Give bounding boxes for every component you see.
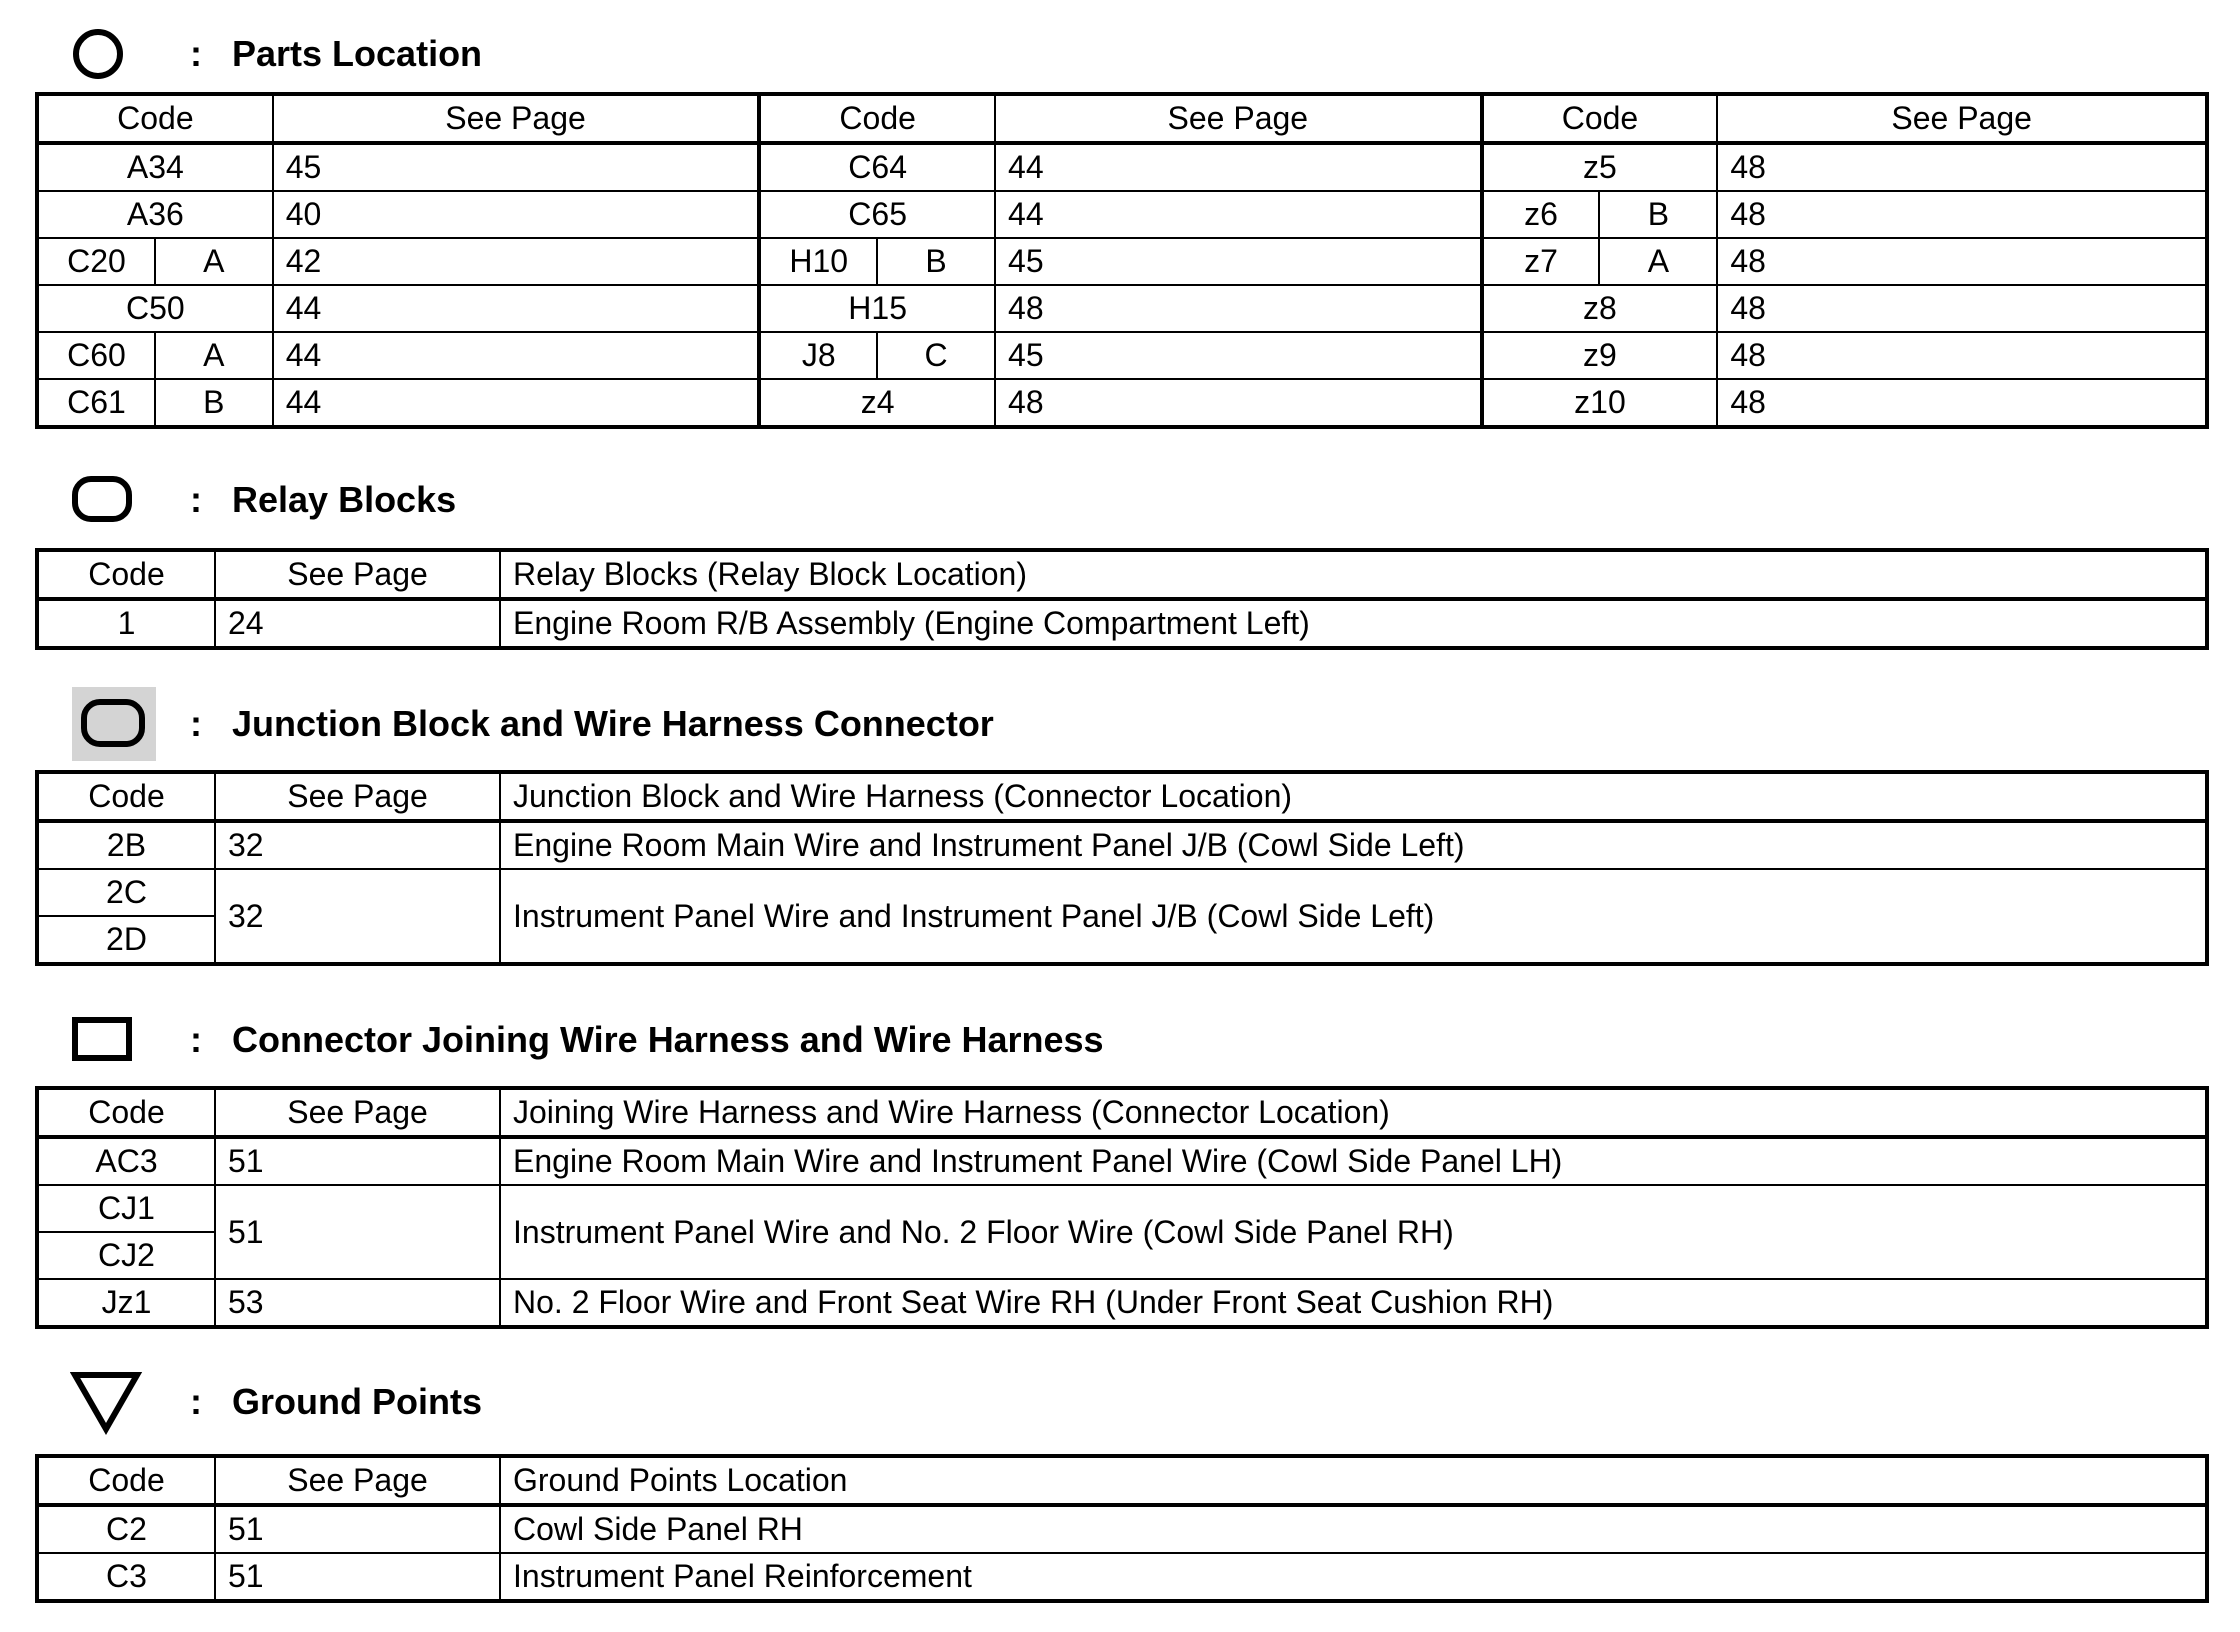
- code-cell: C64: [759, 143, 995, 191]
- header-see-page: See Page: [1717, 94, 2207, 143]
- table-header-row: [37, 94, 2207, 143]
- header-code: Code: [1482, 94, 1718, 143]
- code-cell: C2: [37, 1505, 215, 1553]
- connector-joining-heading: [60, 1000, 1360, 1080]
- header-description: Ground Points Location: [500, 1456, 2207, 1505]
- table-row: [37, 1137, 2207, 1185]
- code-cell: H10: [759, 238, 877, 285]
- page-cell: 44: [273, 379, 760, 427]
- header-see-page: See Page: [215, 1456, 500, 1505]
- code-cell: 2B: [37, 821, 215, 869]
- description-cell: Instrument Panel Reinforcement: [500, 1553, 2207, 1601]
- table-row: [37, 1185, 2207, 1232]
- table-row: [37, 379, 2207, 427]
- code-cell: 2C: [37, 869, 215, 916]
- colon: :: [190, 703, 202, 744]
- description-cell: Engine Room R/B Assembly (Engine Compartment Left): [500, 599, 2207, 648]
- table-row: [37, 143, 2207, 191]
- code-cell: z4: [759, 379, 995, 427]
- ground-points-heading: [60, 1362, 760, 1442]
- page-cell: 51: [215, 1185, 500, 1279]
- sub-code-cell: B: [1599, 191, 1717, 238]
- code-cell: C50: [37, 285, 273, 332]
- table-row: [37, 285, 2207, 332]
- code-cell: C60: [37, 332, 155, 379]
- code-cell: AC3: [37, 1137, 215, 1185]
- sub-code-cell: A: [155, 238, 273, 285]
- colon: :: [190, 479, 202, 520]
- description-cell: No. 2 Floor Wire and Front Seat Wire RH (Under Front Seat Cushion RH): [500, 1279, 2207, 1327]
- junction-block-heading: [60, 684, 1260, 764]
- page-cell: 44: [995, 143, 1482, 191]
- page-cell: 51: [215, 1137, 500, 1185]
- page-cell: 40: [273, 191, 760, 238]
- section-title: Relay Blocks: [232, 479, 457, 520]
- section-title: Parts Location: [232, 33, 483, 74]
- page-cell: 48: [1717, 332, 2207, 379]
- header-see-page: See Page: [995, 94, 1482, 143]
- table-row: [37, 1279, 2207, 1327]
- colon: :: [190, 1019, 202, 1060]
- page-cell: 48: [1717, 143, 2207, 191]
- relay-blocks-heading: [60, 460, 760, 540]
- sub-code-cell: C: [877, 332, 995, 379]
- header-see-page: See Page: [215, 550, 500, 599]
- page-cell: 51: [215, 1553, 500, 1601]
- table-header-row: [37, 1456, 2207, 1505]
- code-cell: C65: [759, 191, 995, 238]
- code-cell: C20: [37, 238, 155, 285]
- page-cell: 48: [995, 379, 1482, 427]
- circle-symbol-icon: [70, 26, 126, 82]
- code-cell: z5: [1482, 143, 1718, 191]
- relay-blocks-table: [35, 548, 2209, 650]
- page-cell: 48: [1717, 285, 2207, 332]
- section-title: Ground Points: [232, 1381, 482, 1422]
- page-cell: 24: [215, 599, 500, 648]
- colon: :: [190, 33, 202, 74]
- table-row: [37, 332, 2207, 379]
- code-cell: Jz1: [37, 1279, 215, 1327]
- page-cell: 51: [215, 1505, 500, 1553]
- header-code: Code: [37, 1088, 215, 1137]
- description-cell: Instrument Panel Wire and No. 2 Floor Wire (Cowl Side Panel RH): [500, 1185, 2207, 1279]
- sub-code-cell: A: [1599, 238, 1717, 285]
- junction-block-table: [35, 770, 2209, 966]
- code-cell: J8: [759, 332, 877, 379]
- parts-location-table: [35, 92, 2209, 429]
- page-cell: 42: [273, 238, 760, 285]
- code-cell: 1: [37, 599, 215, 648]
- colon: :: [190, 1381, 202, 1422]
- table-row: [37, 238, 2207, 285]
- page-cell: 48: [995, 285, 1482, 332]
- section-title: Connector Joining Wire Harness and Wire Harness: [232, 1019, 1104, 1060]
- header-see-page: See Page: [215, 1088, 500, 1137]
- code-cell: 2D: [37, 916, 215, 964]
- page-cell: 48: [1717, 238, 2207, 285]
- table-row: [37, 821, 2207, 869]
- header-code: Code: [759, 94, 995, 143]
- sub-code-cell: B: [155, 379, 273, 427]
- table-header-row: [37, 550, 2207, 599]
- header-description: Joining Wire Harness and Wire Harness (Connector Location): [500, 1088, 2207, 1137]
- table-row: [37, 1553, 2207, 1601]
- table-header-row: [37, 772, 2207, 821]
- table-row: [37, 191, 2207, 238]
- code-cell: z10: [1482, 379, 1718, 427]
- ground-points-table: [35, 1454, 2209, 1603]
- page-cell: 32: [215, 821, 500, 869]
- table-row: [37, 1505, 2207, 1553]
- section-title: Junction Block and Wire Harness Connector: [232, 703, 994, 744]
- rounded-rect-symbol-icon: [70, 473, 136, 527]
- code-cell: C3: [37, 1553, 215, 1601]
- code-cell: A36: [37, 191, 273, 238]
- page-cell: 48: [1717, 379, 2207, 427]
- description-cell: Instrument Panel Wire and Instrument Panel J/B (Cowl Side Left): [500, 869, 2207, 964]
- triangle-symbol-icon: [70, 1369, 146, 1435]
- code-cell: C61: [37, 379, 155, 427]
- header-see-page: See Page: [215, 772, 500, 821]
- code-cell: H15: [759, 285, 995, 332]
- header-code: Code: [37, 1456, 215, 1505]
- page-cell: 32: [215, 869, 500, 964]
- description-cell: Cowl Side Panel RH: [500, 1505, 2207, 1553]
- description-cell: Engine Room Main Wire and Instrument Panel J/B (Cowl Side Left): [500, 821, 2207, 869]
- header-code: Code: [37, 772, 215, 821]
- code-cell: z9: [1482, 332, 1718, 379]
- connector-joining-table: [35, 1086, 2209, 1329]
- page-cell: 48: [1717, 191, 2207, 238]
- description-cell: Engine Room Main Wire and Instrument Panel Wire (Cowl Side Panel LH): [500, 1137, 2207, 1185]
- square-symbol-icon: [70, 1015, 136, 1065]
- table-row: [37, 599, 2207, 648]
- header-code: Code: [37, 94, 273, 143]
- page-cell: 53: [215, 1279, 500, 1327]
- page-cell: 45: [995, 238, 1482, 285]
- parts-location-heading: [60, 14, 760, 94]
- page-cell: 45: [273, 143, 760, 191]
- shaded-rounded-rect-symbol-icon: [72, 687, 156, 761]
- code-cell: z6: [1482, 191, 1600, 238]
- code-cell: z7: [1482, 238, 1600, 285]
- header-see-page: See Page: [273, 94, 760, 143]
- table-row: [37, 869, 2207, 916]
- code-cell: CJ1: [37, 1185, 215, 1232]
- table-header-row: [37, 1088, 2207, 1137]
- page-cell: 44: [273, 285, 760, 332]
- page-cell: 44: [995, 191, 1482, 238]
- code-cell: CJ2: [37, 1232, 215, 1279]
- code-cell: A34: [37, 143, 273, 191]
- sub-code-cell: A: [155, 332, 273, 379]
- sub-code-cell: B: [877, 238, 995, 285]
- code-cell: z8: [1482, 285, 1718, 332]
- page-cell: 45: [995, 332, 1482, 379]
- page-cell: 44: [273, 332, 760, 379]
- header-description: Junction Block and Wire Harness (Connector Location): [500, 772, 2207, 821]
- header-code: Code: [37, 550, 215, 599]
- header-description: Relay Blocks (Relay Block Location): [500, 550, 2207, 599]
